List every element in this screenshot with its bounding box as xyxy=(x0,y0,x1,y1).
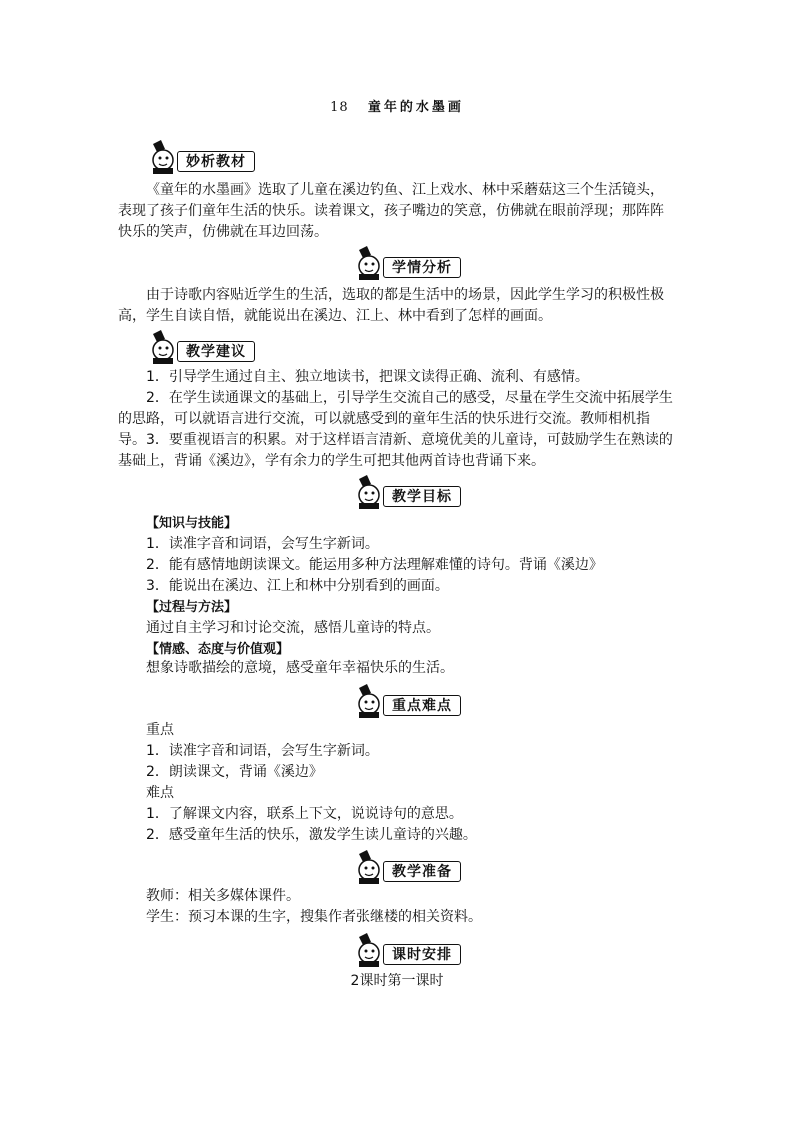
subheading: 【情感、态度与价值观】 xyxy=(146,642,290,657)
list-item: 3．要重视语言的积累。对于这样语言清新、意境优美的儿童诗，可鼓励学生在熟读的基础上，背诵《溪边》，学有余力的学生可把其他两首诗也背诵下来。 xyxy=(118,432,673,469)
list-item: 2．能有感情地朗读课文。能运用多种方法理解难懂的诗句。背诵《溪边》 xyxy=(146,557,603,573)
list-item: 1．引导学生通过自主、独立地读书，把课文读得正确、流利、有感情。 xyxy=(146,369,589,385)
section-badge-key-points xyxy=(353,684,465,718)
subheading: 难点 xyxy=(146,785,174,801)
section-badge-situation xyxy=(353,246,465,280)
section-badge-goals xyxy=(353,475,465,509)
page-title xyxy=(0,96,794,115)
list-item: 通过自主学习和讨论交流，感悟儿童诗的特点。 xyxy=(146,620,440,636)
list-item: 1．读准字音和词语，会写生字新词。 xyxy=(146,743,379,759)
list-item: 1．了解课文内容，联系上下文，说说诗句的意思。 xyxy=(146,806,463,822)
section-title: 课时安排 xyxy=(383,944,461,965)
lesson-title: 童年的水墨画 xyxy=(367,100,464,115)
section-title: 教学建议 xyxy=(177,341,255,362)
section-title: 教学准备 xyxy=(383,861,461,882)
section-title: 教学目标 xyxy=(383,486,461,507)
paragraph: 《童年的水墨画》选取了儿童在溪边钓鱼、江上戏水、林中采蘑菇这三个生活镜头，表现了孩子们童年生活的快乐。读着课文，孩子嘴边的笑意，仿佛就在眼前浮现；那阵阵快乐的笑声，仿佛就在耳边回荡。 xyxy=(118,182,664,240)
list-item: 2．在学生读通课文的基础上，引导学生交流自己的感受，尽量在学生交流中拓展学生的思路，可以就语言进行交流，可以就感受到的童年生活的快乐进行交流。教师相机指导。 xyxy=(118,390,673,448)
lesson-number: 18 xyxy=(330,100,349,115)
list-item: 教师：相关多媒体课件。 xyxy=(146,888,300,904)
list-item: 2．感受童年生活的快乐，激发学生读儿童诗的兴趣。 xyxy=(146,827,477,843)
section-badge-preparation xyxy=(353,850,465,884)
section-title: 学情分析 xyxy=(383,257,461,278)
list-item: 想象诗歌描绘的意境，感受童年幸福快乐的生活。 xyxy=(146,660,454,676)
list-item: 1．读准字音和词语，会写生字新词。 xyxy=(146,536,379,552)
subheading: 【知识与技能】 xyxy=(146,516,238,531)
list-item: 3．能说出在溪边、江上和林中分别看到的画面。 xyxy=(146,578,449,594)
list-item: 2．朗读课文，背诵《溪边》 xyxy=(146,764,323,780)
list-item: 学生：预习本课的生字，搜集作者张继楼的相关资料。 xyxy=(146,909,482,925)
section-badge-schedule xyxy=(353,933,465,967)
subheading: 【过程与方法】 xyxy=(146,600,238,615)
paragraph: 由于诗歌内容贴近学生的生活，选取的都是生活中的场景，因此学生学习的积极性极高，学生自读自悟，就能说出在溪边、江上、林中看到了怎样的画面。 xyxy=(118,287,664,324)
schedule-text: 2课时第一课时 xyxy=(350,973,444,989)
section-title: 重点难点 xyxy=(383,695,461,716)
section-badge-suggestions xyxy=(147,330,259,364)
section-badge-analysis xyxy=(147,140,259,174)
subheading: 重点 xyxy=(146,722,174,738)
section-title: 妙析教材 xyxy=(177,151,255,172)
